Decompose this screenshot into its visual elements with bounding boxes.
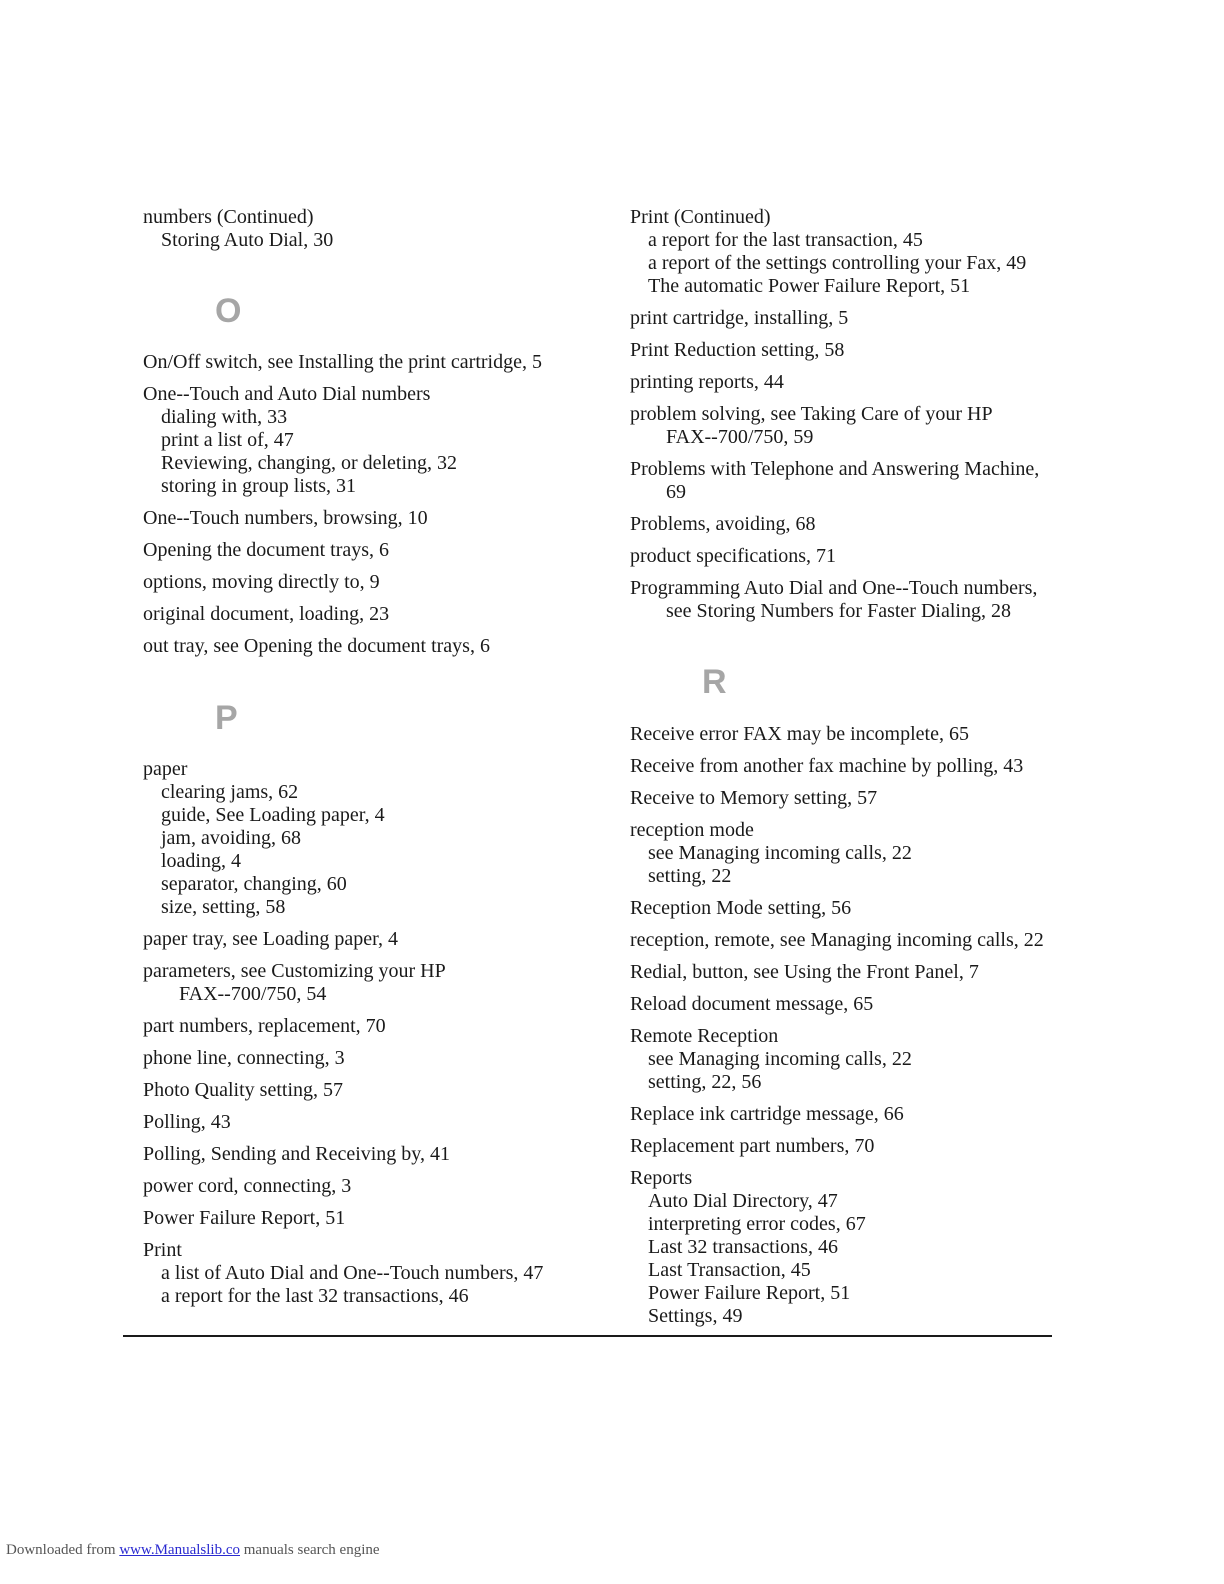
index-column-left bbox=[143, 206, 603, 1317]
index-entry-term: Reload document message, 65 bbox=[630, 993, 874, 1015]
index-subentry: loading, 4 bbox=[161, 850, 241, 872]
index-subentry: setting, 22 bbox=[648, 865, 732, 887]
index-subentry: Power Failure Report, 51 bbox=[648, 1282, 851, 1304]
index-entry bbox=[143, 383, 603, 498]
index-entry-continuation: FAX--700/750, 59 bbox=[666, 426, 814, 448]
index-subentry: clearing jams, 62 bbox=[161, 781, 299, 803]
index-entry bbox=[630, 1103, 1090, 1126]
index-entry bbox=[143, 206, 603, 252]
index-subentry: see Managing incoming calls, 22 bbox=[648, 1048, 912, 1070]
index-subentry: Settings, 49 bbox=[648, 1305, 743, 1327]
index-entry-term: Power Failure Report, 51 bbox=[143, 1207, 346, 1229]
index-subentry: The automatic Power Failure Report, 51 bbox=[648, 275, 971, 297]
footer-suffix: manuals search engine bbox=[240, 1542, 380, 1558]
index-entry bbox=[143, 1015, 603, 1038]
footer-prefix: Downloaded from bbox=[6, 1542, 120, 1558]
index-entry bbox=[630, 723, 1090, 746]
index-entry-term: Print (Continued) bbox=[630, 206, 771, 228]
index-entry-term: print cartridge, installing, 5 bbox=[630, 307, 849, 329]
index-entry-term: printing reports, 44 bbox=[630, 371, 784, 393]
index-entry bbox=[143, 960, 603, 1006]
index-entry-term: Print Reduction setting, 58 bbox=[630, 339, 845, 361]
index-entry bbox=[143, 1239, 603, 1308]
index-entry-term: part numbers, replacement, 70 bbox=[143, 1015, 386, 1037]
index-entry-term: paper tray, see Loading paper, 4 bbox=[143, 928, 399, 950]
bottom-rule bbox=[123, 1335, 1052, 1337]
index-entry bbox=[630, 961, 1090, 984]
index-entry bbox=[630, 897, 1090, 920]
index-entry-continuation: see Storing Numbers for Faster Dialing, 28 bbox=[666, 600, 1011, 622]
index-entry-continuation: 69 bbox=[666, 481, 686, 503]
index-entry-term: Receive to Memory setting, 57 bbox=[630, 787, 878, 809]
group-p bbox=[143, 758, 603, 1308]
index-entry-term: Reports bbox=[630, 1167, 693, 1189]
index-entry-term: Print bbox=[143, 1239, 182, 1261]
index-entry bbox=[630, 513, 1090, 536]
index-entry bbox=[630, 819, 1090, 888]
index-entry bbox=[630, 577, 1090, 623]
section-letter-p: P bbox=[215, 699, 238, 737]
index-entry bbox=[143, 758, 603, 919]
index-subentry: size, setting, 58 bbox=[161, 896, 286, 918]
index-entry-term: On/Off switch, see Installing the print cartridge, 5 bbox=[143, 351, 542, 373]
group-o bbox=[143, 351, 603, 658]
index-entry-term: Replacement part numbers, 70 bbox=[630, 1135, 875, 1157]
index-entry bbox=[630, 339, 1090, 362]
section-letter-r: R bbox=[702, 663, 727, 701]
index-subentry: a report for the last transaction, 45 bbox=[648, 229, 923, 251]
index-subentry: a list of Auto Dial and One--Touch numbers, 47 bbox=[161, 1262, 544, 1284]
index-entry-term: reception, remote, see Managing incoming calls, 22 bbox=[630, 929, 1044, 951]
index-subentry: dialing with, 33 bbox=[161, 406, 288, 428]
index-entry-term: Receive error FAX may be incomplete, 65 bbox=[630, 723, 969, 745]
index-entry bbox=[630, 929, 1090, 952]
index-subentry: print a list of, 47 bbox=[161, 429, 294, 451]
index-subentry: guide, See Loading paper, 4 bbox=[161, 804, 385, 826]
footer-link[interactable]: www.Manualslib.co bbox=[119, 1542, 240, 1558]
index-entry-term: Programming Auto Dial and One--Touch numbers, bbox=[630, 577, 1038, 599]
index-entry bbox=[630, 787, 1090, 810]
index-entry bbox=[630, 206, 1090, 298]
index-entry-term: Polling, Sending and Receiving by, 41 bbox=[143, 1143, 451, 1165]
index-entry-term: reception mode bbox=[630, 819, 754, 841]
index-subentry: jam, avoiding, 68 bbox=[161, 827, 301, 849]
group-print-continued bbox=[630, 206, 1090, 623]
index-entry bbox=[630, 458, 1090, 504]
index-subentry: a report for the last 32 transactions, 46 bbox=[161, 1285, 469, 1307]
index-entry-continuation: FAX--700/750, 54 bbox=[179, 983, 327, 1005]
section-letter-o: O bbox=[215, 292, 242, 330]
index-entry-term: Polling, 43 bbox=[143, 1111, 231, 1133]
index-subentry: Last Transaction, 45 bbox=[648, 1259, 811, 1281]
group-numbers-continued bbox=[143, 206, 603, 252]
index-entry-term: numbers (Continued) bbox=[143, 206, 314, 228]
index-entry-term: Receive from another fax machine by polling, 43 bbox=[630, 755, 1024, 777]
index-entry bbox=[143, 351, 603, 374]
index-entry-term: Opening the document trays, 6 bbox=[143, 539, 390, 561]
index-entry bbox=[143, 635, 603, 658]
index-subentry: interpreting error codes, 67 bbox=[648, 1213, 866, 1235]
index-subentry: Storing Auto Dial, 30 bbox=[161, 229, 334, 251]
index-subentry: a report of the settings controlling your Fax, 49 bbox=[648, 252, 1027, 274]
index-entry bbox=[630, 307, 1090, 330]
index-entry bbox=[143, 1111, 603, 1134]
index-entry-term: One--Touch and Auto Dial numbers bbox=[143, 383, 431, 405]
index-entry bbox=[630, 371, 1090, 394]
index-entry bbox=[143, 539, 603, 562]
index-entry bbox=[630, 755, 1090, 778]
index-entry bbox=[630, 403, 1090, 449]
index-entry-term: problem solving, see Taking Care of your HP bbox=[630, 403, 993, 425]
index-entry bbox=[630, 1135, 1090, 1158]
index-entry-term: Problems, avoiding, 68 bbox=[630, 513, 816, 535]
index-entry-term: power cord, connecting, 3 bbox=[143, 1175, 352, 1197]
index-entry-term: Problems with Telephone and Answering Machine, bbox=[630, 458, 1040, 480]
index-entry bbox=[630, 1025, 1090, 1094]
index-subentry: Last 32 transactions, 46 bbox=[648, 1236, 838, 1258]
index-subentry: setting, 22, 56 bbox=[648, 1071, 762, 1093]
index-entry-term: original document, loading, 23 bbox=[143, 603, 390, 625]
index-entry-term: Photo Quality setting, 57 bbox=[143, 1079, 343, 1101]
index-entry-term: One--Touch numbers, browsing, 10 bbox=[143, 507, 428, 529]
index-entry-term: product specifications, 71 bbox=[630, 545, 837, 567]
index-entry bbox=[143, 507, 603, 530]
index-entry-term: parameters, see Customizing your HP bbox=[143, 960, 446, 982]
index-subentry: storing in group lists, 31 bbox=[161, 475, 357, 497]
index-entry bbox=[143, 928, 603, 951]
index-entry bbox=[143, 571, 603, 594]
index-entry-term: Remote Reception bbox=[630, 1025, 779, 1047]
index-entry-term: Replace ink cartridge message, 66 bbox=[630, 1103, 904, 1125]
index-entry bbox=[143, 603, 603, 626]
index-entry-term: out tray, see Opening the document trays, 6 bbox=[143, 635, 490, 657]
index-entry-term: Reception Mode setting, 56 bbox=[630, 897, 852, 919]
index-subentry: separator, changing, 60 bbox=[161, 873, 347, 895]
group-r bbox=[630, 723, 1090, 1328]
index-entry bbox=[143, 1143, 603, 1166]
index-subentry: see Managing incoming calls, 22 bbox=[648, 842, 912, 864]
index-entry bbox=[143, 1207, 603, 1230]
index-entry-term: paper bbox=[143, 758, 188, 780]
index-entry bbox=[143, 1175, 603, 1198]
index-entry bbox=[143, 1047, 603, 1070]
index-entry bbox=[630, 545, 1090, 568]
index-column-right bbox=[630, 206, 1090, 1337]
index-subentry: Auto Dial Directory, 47 bbox=[648, 1190, 838, 1212]
footer-download-note bbox=[6, 1542, 380, 1559]
index-entry-term: Redial, button, see Using the Front Panel, 7 bbox=[630, 961, 979, 983]
index-entry bbox=[630, 993, 1090, 1016]
index-entry bbox=[143, 1079, 603, 1102]
index-entry-term: phone line, connecting, 3 bbox=[143, 1047, 345, 1069]
index-subentry: Reviewing, changing, or deleting, 32 bbox=[161, 452, 458, 474]
index-entry-term: options, moving directly to, 9 bbox=[143, 571, 380, 593]
index-entry bbox=[630, 1167, 1090, 1328]
